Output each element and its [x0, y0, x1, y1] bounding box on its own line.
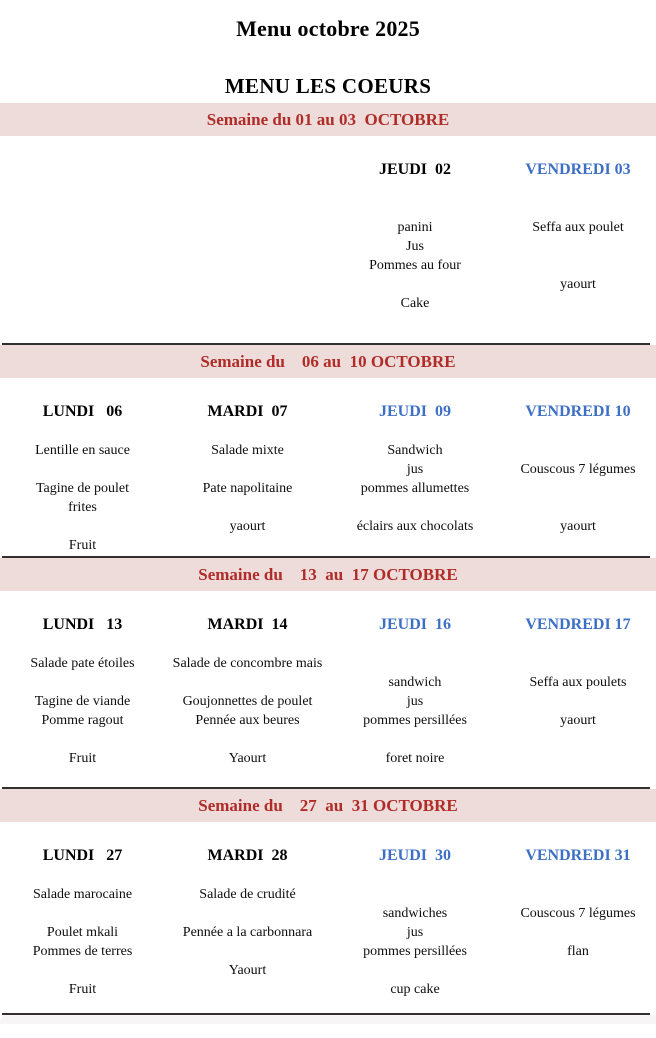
menu-item — [500, 923, 656, 942]
week-section — [0, 556, 656, 787]
menu-item — [0, 904, 165, 923]
menu-item: Poulet mkali — [46, 925, 119, 940]
menu-row — [0, 961, 656, 980]
menu-item — [330, 199, 500, 218]
menu-item — [165, 904, 330, 923]
page-subtitle: MENU LES COEURS — [224, 74, 432, 98]
menu-row — [0, 904, 656, 923]
menu-item — [165, 536, 330, 555]
menu-item: Tagine de viande — [34, 694, 131, 709]
menu-item: Pennée a la carbonnara — [182, 925, 313, 940]
menu-item — [165, 237, 330, 256]
menu-row — [0, 673, 656, 692]
menu-item — [500, 635, 656, 654]
menu-item — [165, 635, 330, 654]
day-header: VENDREDI 17 — [525, 616, 631, 633]
menu-row — [0, 885, 656, 904]
week-banner: Semaine du 06 au 10 OCTOBRE — [0, 345, 656, 378]
menu-row — [0, 237, 656, 256]
menu-item — [500, 730, 656, 749]
menu-item — [500, 294, 656, 313]
menu-item — [500, 536, 656, 555]
menu-item: Salade de crudité — [199, 887, 296, 902]
menu-item — [0, 517, 165, 536]
menu-item — [500, 180, 656, 199]
menu-item: Pommes au four — [369, 258, 461, 273]
menu-item: Couscous 7 légumes — [520, 906, 636, 921]
menu-item: pommes persillées — [363, 944, 467, 959]
menu-item — [330, 180, 500, 199]
menu-item: Salade pate étoiles — [30, 656, 135, 671]
menu-item — [500, 885, 656, 904]
menu-row — [0, 866, 656, 885]
menu-row — [0, 692, 656, 711]
menu-item — [0, 866, 165, 885]
menu-item: foret noire — [385, 751, 445, 766]
day-header: JEUDI 16 — [378, 616, 451, 633]
menu-item — [165, 199, 330, 218]
menu-item — [500, 479, 656, 498]
menu-item: pommes allumettes — [360, 481, 470, 496]
menu-item — [0, 460, 165, 479]
menu-row — [0, 923, 656, 942]
menu-item: cup cake — [390, 982, 440, 997]
day-headers-row — [0, 160, 656, 180]
menu-row — [0, 460, 656, 479]
menu-item — [165, 294, 330, 313]
menu-row — [0, 498, 656, 517]
menu-item: Pomme ragout — [41, 713, 124, 728]
menu-item: Seffa aux poulet — [532, 220, 624, 235]
day-header: MARDI 14 — [207, 616, 288, 633]
menu-item: yaourt — [560, 519, 596, 534]
menu-item: panini — [397, 220, 433, 235]
menu-row — [0, 536, 656, 555]
menu-item — [165, 673, 330, 692]
menu-item — [500, 866, 656, 885]
menu-item: sandwiches — [382, 906, 448, 921]
menu-document — [0, 14, 656, 1024]
menu-item: Yaourt — [228, 751, 267, 766]
menu-item — [330, 885, 500, 904]
week-banner: Semaine du 27 au 31 OCTOBRE — [0, 789, 656, 822]
menu-row — [0, 218, 656, 237]
menu-item — [500, 256, 656, 275]
menu-item — [0, 673, 165, 692]
menu-item: Yaourt — [228, 963, 267, 978]
menu-item: éclairs aux chocolats — [356, 519, 474, 534]
menu-item: Cake — [400, 296, 430, 311]
day-headers-row — [0, 402, 656, 422]
menu-item — [500, 498, 656, 517]
menu-item: flan — [567, 944, 589, 959]
menu-row — [0, 654, 656, 673]
menu-item — [500, 961, 656, 980]
menu-item — [500, 422, 656, 441]
day-header: JEUDI 09 — [378, 403, 451, 420]
menu-row — [0, 749, 656, 768]
menu-item — [0, 635, 165, 654]
day-headers-row — [0, 615, 656, 635]
menu-item: Fruit — [68, 751, 97, 766]
day-header: LUNDI 13 — [42, 616, 123, 633]
week-banner: Semaine du 13 au 17 OCTOBRE — [0, 558, 656, 591]
menu-item: Couscous 7 légumes — [520, 462, 636, 477]
next-table-edge — [0, 1015, 656, 1024]
day-header: JEUDI 02 — [378, 161, 451, 178]
menu-item — [0, 199, 165, 218]
menu-item: Pate napolitaine — [202, 481, 293, 496]
menu-row — [0, 980, 656, 999]
menu-item — [500, 749, 656, 768]
menu-item — [165, 980, 330, 999]
menu-item: Fruit — [68, 538, 97, 553]
day-headers-row — [0, 846, 656, 866]
menu-item — [165, 942, 330, 961]
menu-item — [330, 422, 500, 441]
menu-item — [165, 218, 330, 237]
menu-item: frites — [68, 500, 97, 515]
menu-item — [500, 980, 656, 999]
menu-item — [165, 256, 330, 275]
menu-item — [0, 256, 165, 275]
menu-item — [500, 692, 656, 711]
menu-item — [0, 961, 165, 980]
menu-item: Pommes de terres — [32, 944, 133, 959]
menu-item — [500, 441, 656, 460]
menu-item: yaourt — [560, 713, 596, 728]
menu-item: Salade marocaine — [32, 887, 133, 902]
menu-item: yaourt — [229, 519, 266, 534]
day-header: LUNDI 27 — [42, 847, 123, 864]
page-title: Menu octobre 2025 — [236, 16, 420, 41]
menu-item: jus — [406, 462, 424, 477]
menu-item — [330, 498, 500, 517]
menu-row — [0, 199, 656, 218]
weeks-container — [0, 103, 656, 1013]
menu-row — [0, 275, 656, 294]
menu-item — [330, 866, 500, 885]
day-header: MARDI 07 — [207, 403, 288, 420]
menu-item — [165, 866, 330, 885]
menu-item: Jus — [406, 239, 424, 254]
day-header — [0, 160, 165, 180]
menu-item — [330, 536, 500, 555]
day-header — [165, 160, 330, 180]
menu-item: Pennée aux beures — [195, 713, 300, 728]
menu-item: Tagine de poulet — [35, 481, 130, 496]
menu-item — [0, 180, 165, 199]
week-section — [0, 787, 656, 1013]
week-section — [0, 343, 656, 556]
menu-item: jus — [406, 694, 424, 709]
menu-row — [0, 711, 656, 730]
menu-row — [0, 294, 656, 313]
menu-item — [500, 237, 656, 256]
day-header: JEUDI 30 — [378, 847, 451, 864]
menu-item — [165, 730, 330, 749]
menu-item — [500, 654, 656, 673]
day-header: VENDREDI 03 — [525, 161, 631, 178]
menu-item — [0, 237, 165, 256]
menu-row — [0, 479, 656, 498]
menu-item — [0, 422, 165, 441]
menu-item: Salade mixte — [211, 443, 284, 458]
menu-item: Salade de concombre mais — [172, 656, 323, 671]
menu-item — [330, 961, 500, 980]
menu-item: sandwich — [388, 675, 442, 690]
menu-item — [330, 730, 500, 749]
menu-item — [165, 498, 330, 517]
menu-item — [330, 635, 500, 654]
menu-item — [165, 180, 330, 199]
menu-row — [0, 441, 656, 460]
menu-item — [0, 730, 165, 749]
menu-item: Fruit — [68, 982, 97, 997]
menu-item: Goujonnettes de poulet — [182, 694, 313, 709]
menu-item — [165, 460, 330, 479]
menu-row — [0, 730, 656, 749]
day-header: VENDREDI 10 — [525, 403, 631, 420]
menu-row — [0, 517, 656, 536]
menu-row — [0, 635, 656, 654]
menu-item — [165, 275, 330, 294]
menu-item: Sandwich — [387, 443, 443, 458]
day-header: LUNDI 06 — [42, 403, 123, 420]
week-section — [0, 103, 656, 343]
menu-item — [330, 275, 500, 294]
menu-item: Lentille en sauce — [35, 443, 130, 458]
menu-row — [0, 256, 656, 275]
menu-item — [0, 294, 165, 313]
day-header: VENDREDI 31 — [525, 847, 631, 864]
menu-item — [0, 218, 165, 237]
week-banner: Semaine du 01 au 03 OCTOBRE — [0, 103, 656, 136]
menu-item — [165, 422, 330, 441]
menu-row — [0, 180, 656, 199]
menu-item: jus — [406, 925, 424, 940]
day-header: MARDI 28 — [207, 847, 288, 864]
menu-item — [500, 199, 656, 218]
menu-item — [330, 654, 500, 673]
menu-item: Seffa aux poulets — [529, 675, 627, 690]
menu-item — [0, 275, 165, 294]
menu-item: pommes persillées — [363, 713, 467, 728]
menu-row — [0, 942, 656, 961]
menu-item: yaourt — [560, 277, 596, 292]
menu-row — [0, 422, 656, 441]
